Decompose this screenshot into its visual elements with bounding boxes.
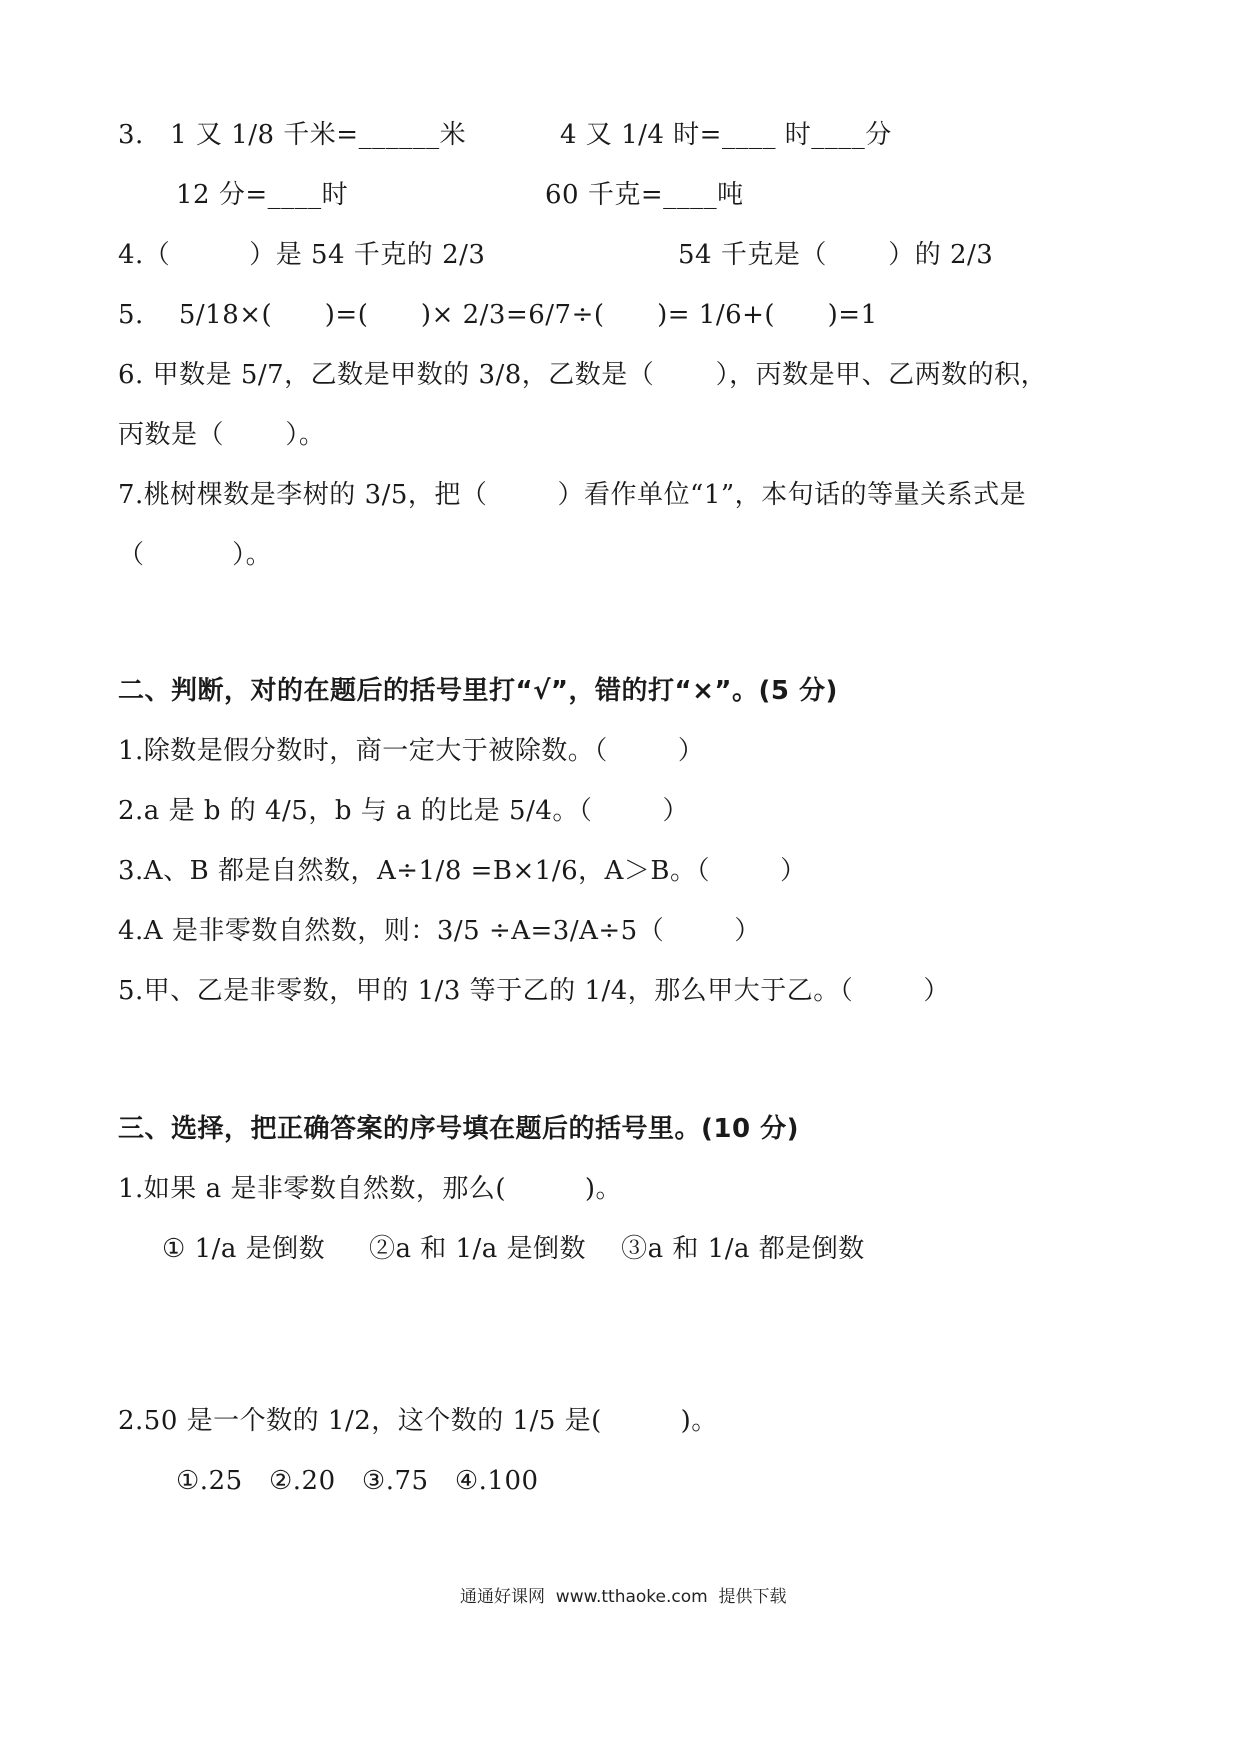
judge-item-5: 5.甲、乙是非零数，甲的 1/3 等于乙的 1/4，那么甲大于乙。（ ） [118,976,950,1006]
q7-line1: 7.桃树棵数是李树的 3/5，把（ ）看作单位“1”，本句话的等量关系式是 [118,480,1027,510]
section3-heading: 三、选择，把正确答案的序号填在题后的括号里。(10 分) [118,1114,799,1144]
judge-item-1: 1.除数是假分数时，商一定大于被除数。（ ） [118,736,705,766]
choice-q1: 1.如果 a 是非零数自然数，那么( )。 [118,1174,623,1204]
q6-line2: 丙数是（ ）。 [118,420,326,450]
choice-q1-options: ① 1/a 是倒数 ②a 和 1/a 是倒数 ③a 和 1/a 都是倒数 [162,1234,865,1264]
q3-part-a: 3. 1 又 1/8 千米=______米 [118,120,467,150]
q3-part-b: 4 又 1/4 时=____ 时____分 [560,120,892,150]
q5: 5. 5/18×( )=( )× 2/3=6/7÷( )= 1/6+( )=1 [118,300,878,330]
judge-item-3: 3.A、B 都是自然数，A÷1/8 =B×1/6，A＞B。（ ） [118,856,807,886]
q7-line2: （ ）。 [118,540,273,570]
q6-line1: 6. 甲数是 5/7，乙数是甲数的 3/8，乙数是（ ），丙数是甲、乙两数的积， [118,360,1048,390]
judge-item-2: 2.a 是 b 的 4/5，b 与 a 的比是 5/4。（ ） [118,796,690,826]
q3-part-c: 12 分=____时 [176,180,349,210]
choice-q2: 2.50 是一个数的 1/2，这个数的 1/5 是( )。 [118,1406,718,1436]
q4-part-b: 54 千克是（ ）的 2/3 [678,240,994,270]
footer-credit: 通通好课网 www.tthaoke.com 提供下载 [460,1587,787,1607]
q3-part-d: 60 千克=____吨 [545,180,744,210]
judge-item-4: 4.A 是非零数自然数，则：3/5 ÷A=3/A÷5（ ） [118,916,761,946]
q4-part-a: 4.（ ）是 54 千克的 2/3 [118,240,486,270]
section2-heading: 二、判断，对的在题后的括号里打“√”，错的打“×”。(5 分) [118,676,838,706]
choice-q2-options: ①.25 ②.20 ③.75 ④.100 [176,1466,539,1496]
